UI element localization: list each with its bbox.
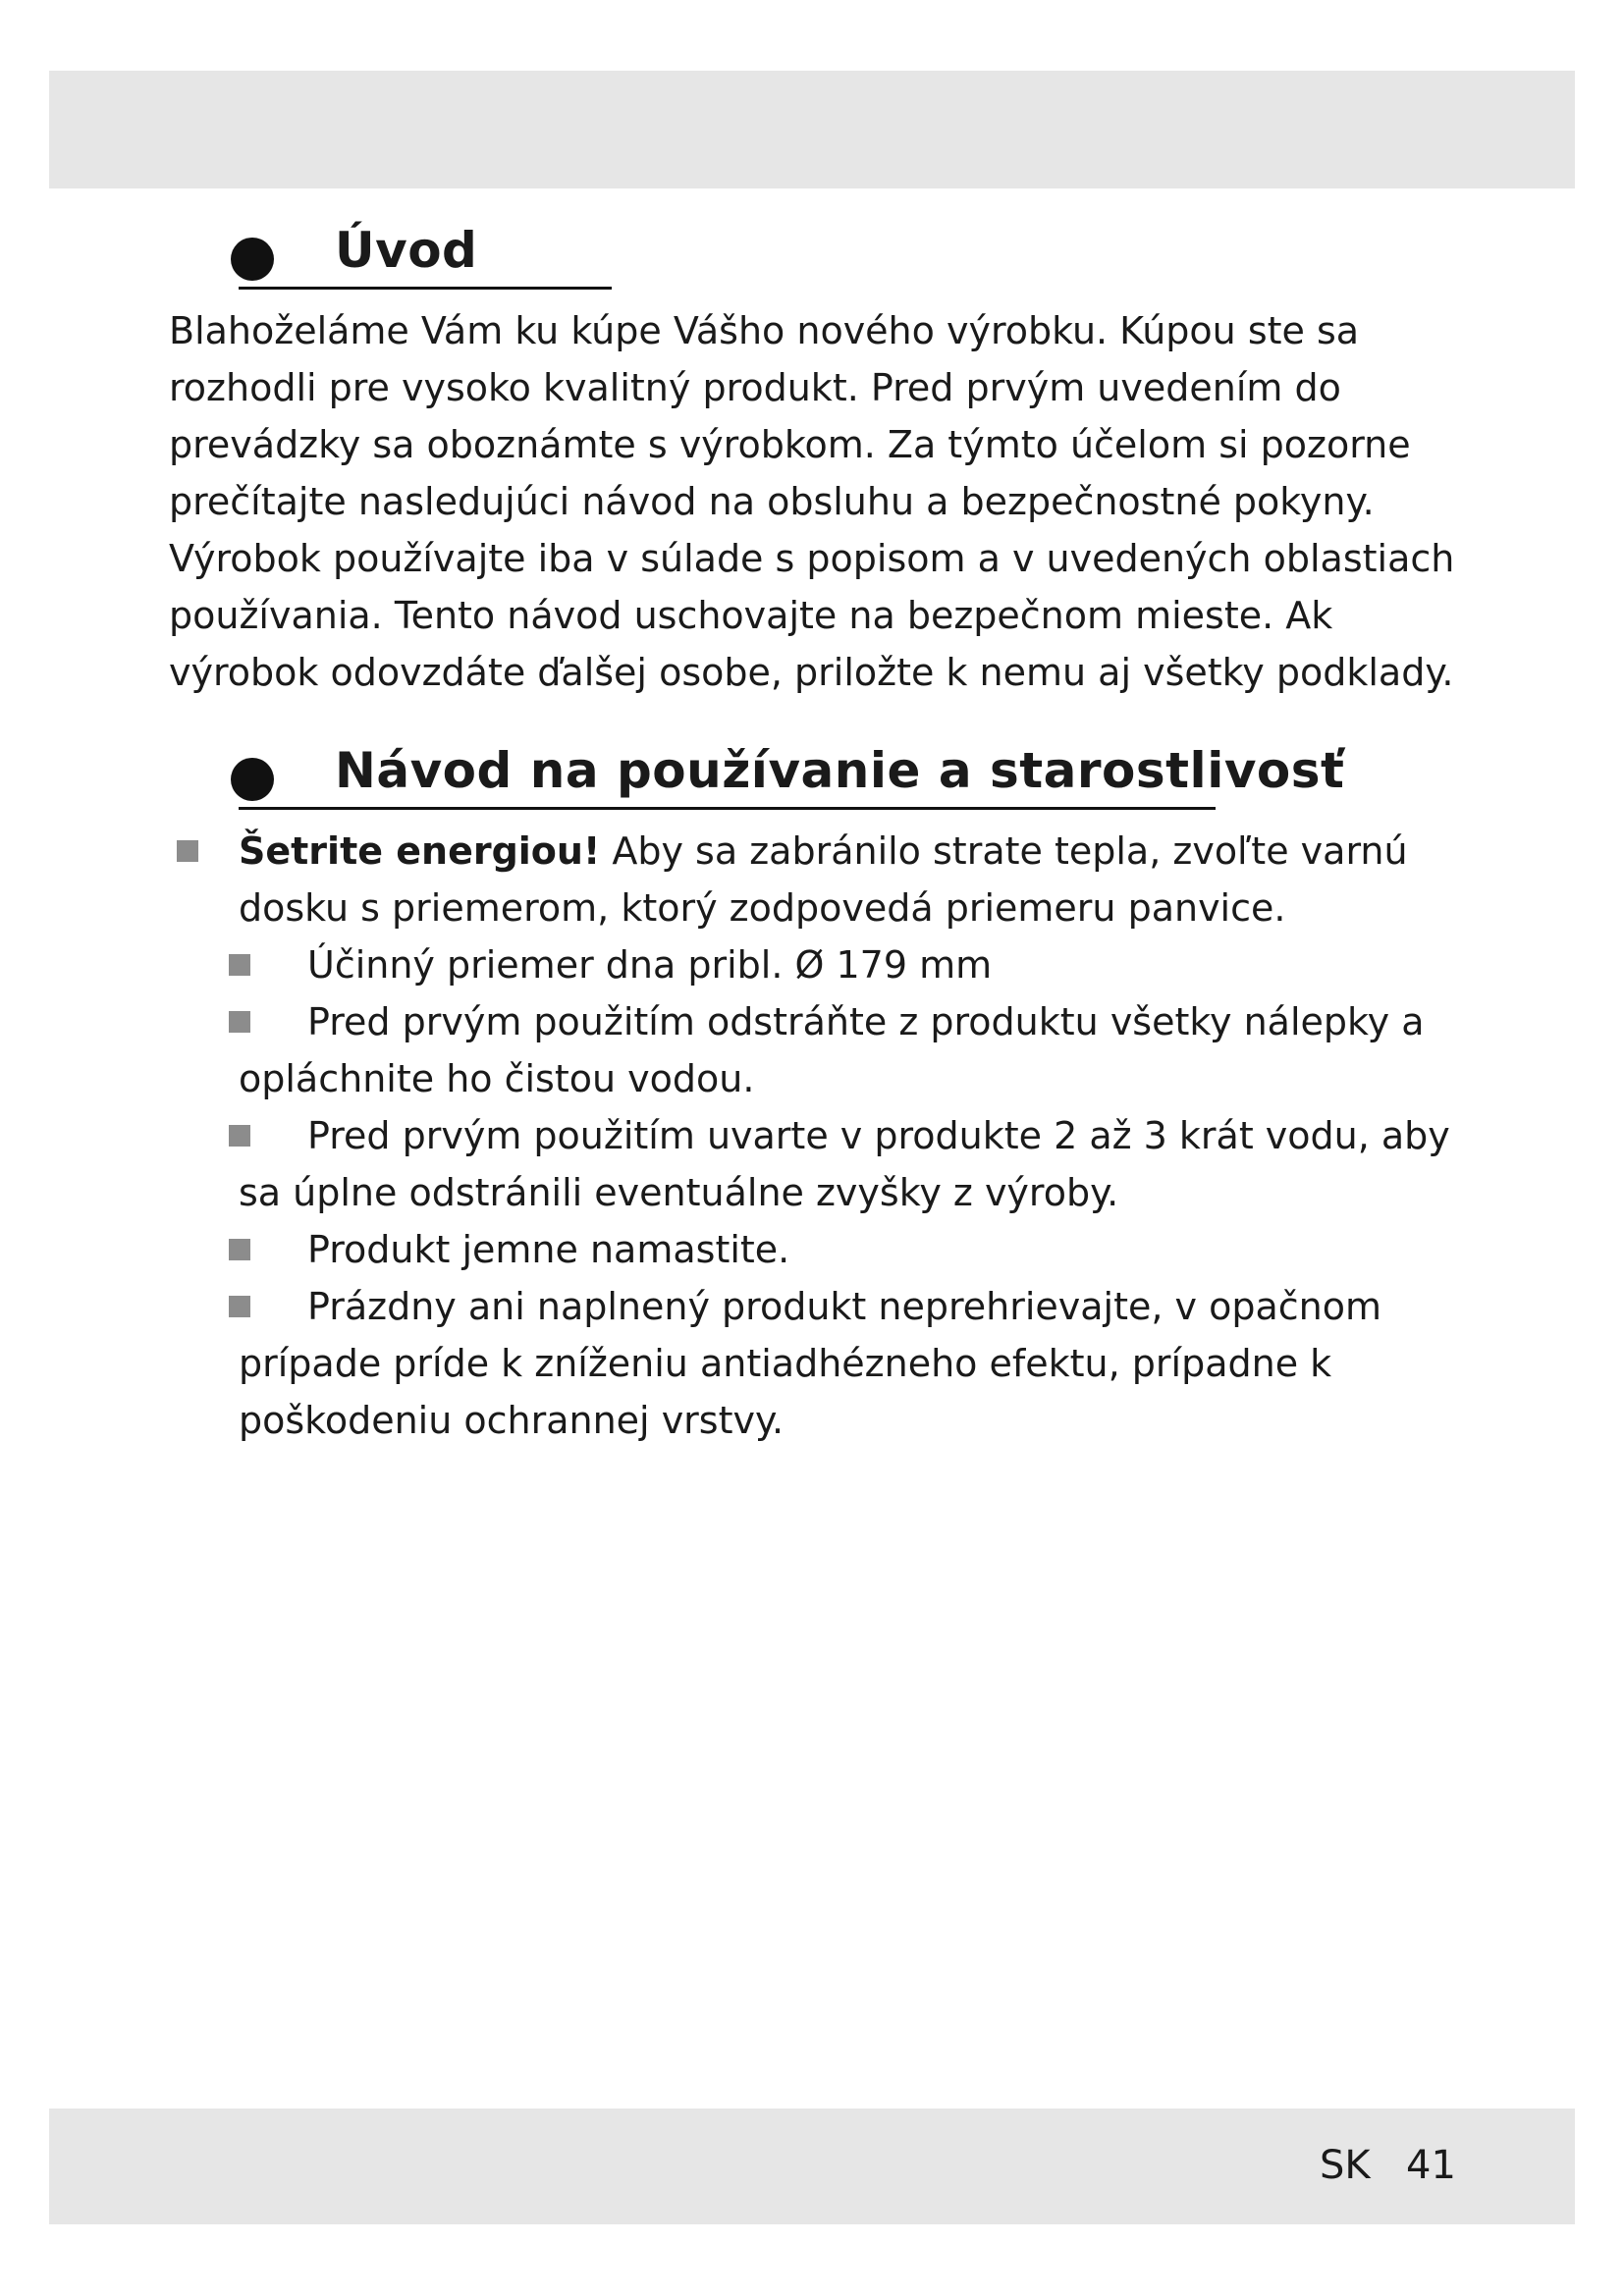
list-item-text: Pred prvým použitím uvarte v produkte 2 až 3 krát vodu, aby sa úplne odstránili eventuálne zvyšky z výroby. <box>239 1114 1450 1214</box>
section-title-usage: Návod na používanie a starostlivosť <box>335 742 1345 799</box>
list-item-text: Produkt jemne namastite. <box>307 1228 790 1271</box>
list-item <box>0 1221 1486 1278</box>
footer-language: SK <box>1320 2143 1371 2188</box>
list-item-text: Prázdny ani naplnený produkt neprehrievajte, v opačnom prípade príde k zníženiu antiadhézneho efektu, prípadne k poškodeniu ochrannej vrstvy. <box>239 1285 1382 1442</box>
header-band <box>49 71 1575 188</box>
square-bullet-icon <box>177 840 198 862</box>
usage-list <box>0 823 1624 1449</box>
list-item-text: Pred prvým použitím odstráňte z produktu všetky nálepky a opláchnite ho čistou vodou. <box>239 1000 1425 1100</box>
heading-underline <box>239 807 1216 810</box>
square-bullet-icon <box>229 1239 250 1260</box>
list-item-text: Účinný priemer dna pribl. Ø 179 mm <box>307 943 993 987</box>
list-item <box>0 1107 1486 1221</box>
bullet-dot-icon <box>231 758 274 801</box>
heading-underline <box>239 287 612 290</box>
list-item-main <box>0 823 1486 936</box>
footer-page-number: 41 <box>1406 2143 1456 2188</box>
square-bullet-icon <box>229 954 250 976</box>
square-bullet-icon <box>229 1011 250 1033</box>
bullet-dot-icon <box>231 238 274 281</box>
intro-paragraph: Blahoželáme Vám ku kúpe Vášho nového výrobku. Kúpou ste sa rozhodli pre vysoko kvalitný produkt. Pred prvým uvedením do prevádzky sa oboznámte s výrobkom. Za týmto účelom si pozorne prečítajte nasledujúci návod na obsluhu a bezpečnostné pokyny. Výrobok používajte iba v súlade s popisom a v uvedených oblastiach používania. Tento návod uschovajte na bezpečnom mieste. Ak výrobok odovzdáte ďalšej osobe, priložte k nemu aj všetky podklady. <box>169 309 1455 694</box>
list-item <box>0 1278 1486 1449</box>
square-bullet-icon <box>229 1125 250 1147</box>
section-title-intro: Úvod <box>335 222 478 279</box>
list-item <box>0 936 1486 993</box>
list-item <box>0 993 1486 1107</box>
energy-tip-label: Šetrite energiou! <box>239 829 601 873</box>
square-bullet-icon <box>229 1296 250 1317</box>
energy-tip-text: Aby sa zabránilo strate tepla, zvoľte varnú dosku s priemerom, ktorý zodpovedá priemeru panvice. <box>239 829 1408 930</box>
